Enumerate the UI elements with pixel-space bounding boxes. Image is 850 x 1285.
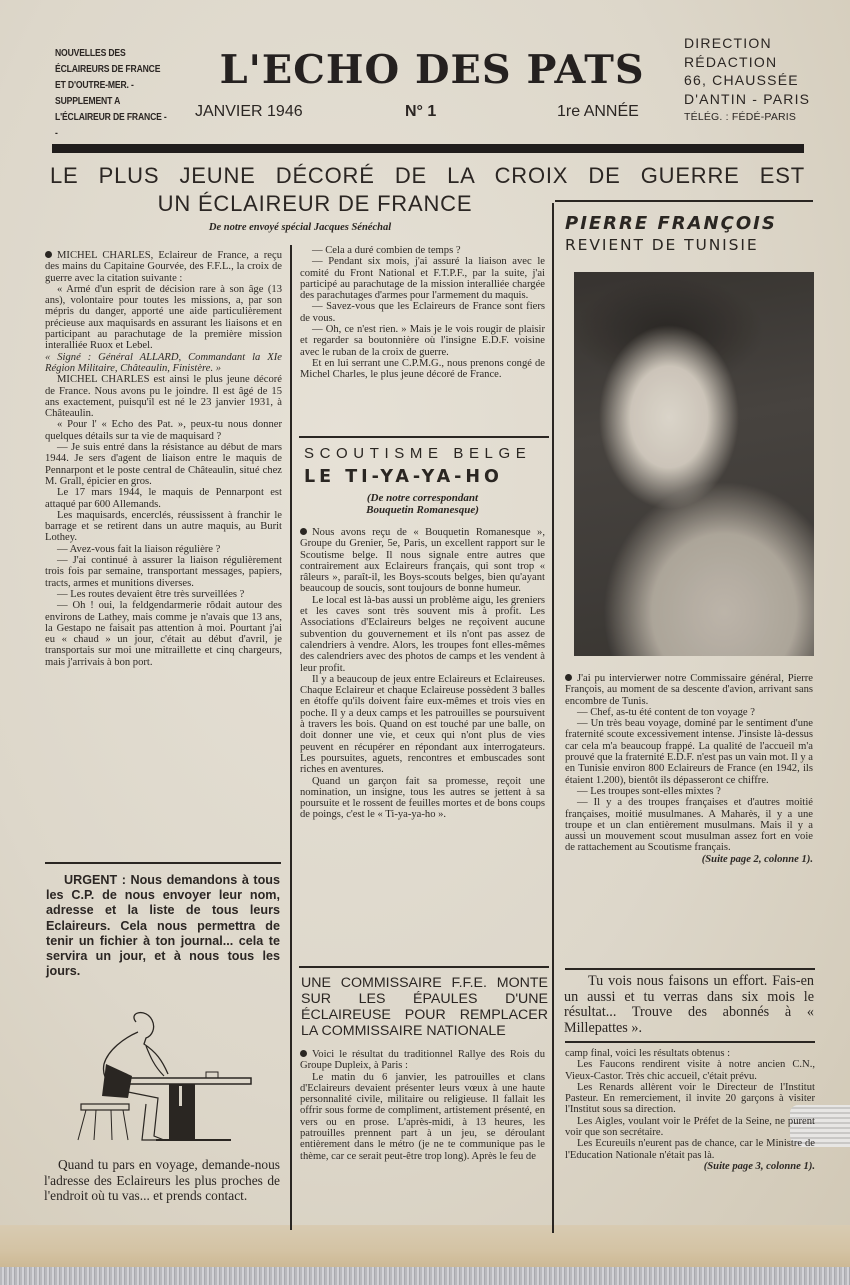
background-fabric [0,1267,850,1285]
subscription-promo [564,974,814,1036]
main-headline [50,162,810,218]
urgent-notice [46,873,280,979]
column-divider [290,245,292,1230]
paragraph: Voici le résultat du traditionnel Rallye des Rois du Groupe Dupleix, à Paris : [300,1049,545,1072]
main-article-body [45,250,282,668]
issue-year: 1re ANNÉE [557,103,639,120]
byline-line: (De notre correspondant [366,492,479,504]
issue-number: N° 1 [405,103,437,120]
masthead-rule [52,144,804,153]
paragraph: J'ai pu intervierwer notre Commissaire général, Pierre François, au moment de sa descente d'avion, arrivant sans encombre de Tunis. [565,673,813,707]
paragraph: — Les routes devaient être très surveillées ? [57,588,245,600]
pierre-francois-body [565,673,813,865]
paragraph: Les Ecureuils n'eurent pas de chance, car le Ministre de l'Education Nationale n'était pas là. [565,1138,815,1161]
scoutisme-kicker: SCOUTISME BELGE [304,445,532,462]
newspaper-title: L'ECHO DES PATS [219,47,645,93]
paragraph: — Oh ! oui, la feldgendarmerie rôdait autour des environs de Lathey, mais comme je n'avais que 13 ans, la Gestapo ne faisait pas attention à moi. Pourtant j'ai eu « chaud » un jour, c'était au début d'avril, je transportais sur moi une mitraillette et cinq chargeurs, mais j'arrivais à bon port. [45,600,282,668]
section-divider [299,436,549,438]
paragraph: Les maquisards, encerclés, réussissent à franchir le barrage et se retirent dans un autre maquis, au Burit Lothey. [45,509,282,544]
paragraph: — Cela a duré combien de temps ? [312,245,461,256]
urgent-text: URGENT : Nous demandons à tous les C.P. de nous envoyer leur nom, adresse et la liste de tous leurs Eclaireurs. Cela nous permettra de tenir un fichier à ton journal... cela te servira un jour, et à nous tous les jours. [46,873,280,979]
commissaire-continuation [565,1048,815,1172]
paragraph: Les Aigles, voulant voir le Préfet de la Seine, ne purent voir que son secrétaire. [565,1115,815,1139]
scoutisme-body [300,527,545,821]
paragraph: camp final, voici les résultats obtenus : [565,1048,731,1059]
paragraph: « Signé : Général ALLARD, Commandant la XIe Région Militaire, Châteaulin, Finistère. » [45,351,282,374]
page-bottom-margin [0,1225,850,1267]
pierre-francois-title: PIERRE FRANÇOIS [565,213,777,234]
paragraph: Et en lui serrant une C.P.M.G., nous prenons congé de Michel Charles, le plus jeune décoré de France. [300,357,545,381]
paragraph: — J'ai continué à assurer la liaison régulièrement trois fois par semaine, transportant messages, papiers, tracts, armes et munitions diverses. [45,555,282,589]
column-divider [552,203,554,1233]
paragraph: « Armé d'un esprit de décision rare à son âge (13 ans), volontaire pour toutes les missions, a, par son mépris du danger, apporté une aide particulièrement précieuse aux maquisards en assurant les liaisons et en participant au parachutage de la première mission interalliée Ruox et Lebel. [45,283,282,352]
issue-date: JANVIER 1946 [195,103,303,120]
paragraph: Le matin du 6 janvier, les patrouilles et clans d'Eclaireurs devaient présenter leurs vœux à une haute personnalité civile, militaire ou religieuse. Il fallait les offrir sous forme de compliment, artistement présenté, en vers ou en prose. L'après-midi, à 13 heures, les patrouilles prennent part à un jeu, se déroulant entièrement dans le métro (je ne te communique pas le thème, car ce serait peut-être trop long). Après le feu de [300,1071,545,1162]
paragraph: MICHEL CHARLES est ainsi le plus jeune décoré de France. Nous avons pu le joindre. Il est âgé de 15 ans exactement, puisqu'il est né le 23 janvier 1931, à Châteaulin. [45,374,282,420]
continuation-note: (Suite page 2, colonne 1). [701,853,813,865]
section-divider [565,968,815,970]
paragraph: — Oh, ce n'est rien. » Mais je le vois rougir de plaisir et regarder sa boutonnière où l'insigne E.D.F. voisine avec le ruban de la croix de guerre. [300,324,545,358]
address-line: RÉDACTION [684,53,778,70]
portrait-photo [574,272,814,656]
section-divider [555,200,813,202]
paragraph: — Un très beau voyage, dominé par le sentiment d'une fraternité scoute excessivement intense. J'insiste là-dessus car cela m'a beaucoup frappé. La qualité de l'accueil m'a prouvé que la fraternité E.D.F. n'est pas un vain mot. Il y a en Tunisie environ 800 Eclaireurs de France (en 1942, ils étaient 1.200), bientôt ils dépasseront ce chiffre. [565,718,813,786]
commissaire-headline: UNE COMMISSAIRE F.F.E. MONTE SUR LES ÉPAULES D'UNE ÉCLAIREUSE POUR REMPLACER LA COMMISSAIRE NATIONALE [301,975,548,1039]
headline-line-1: LE PLUS JEUNE DÉCORÉ DE LA CROIX DE GUERRE EST [50,163,805,188]
masthead-tagline: NOUVELLES DES ÉCLAIREURS DE FRANCE ET D'OUTRE-MER. - SUPPLEMENT A L'ÉCLAIREUR DE FRANCE - - [55,47,167,139]
masthead-address [684,34,814,127]
column-divider [45,862,281,864]
paragraph: Nous avons reçu de « Bouquetin Romanesque », Groupe du Grenier, 5e, Paris, un excellent rapport sur le Scoutisme belge. Il nous signale entre autres que contrairement aux Eclaireurs français, qui sont trop « râleurs », paraît-il, les Boys-scouts belges, bien qu'ayant beaucoup de soucis, sont toujours de bonne humeur. [300,527,545,595]
paragraph: Le 17 mars 1944, le maquis de Pennarpont est attaqué par 600 Allemands. [45,487,282,510]
address-line: 66, CHAUSSÉE [684,72,799,88]
address-line: D'ANTIN - PARIS [684,90,811,107]
promo-text: Tu vois nous faisons un effort. Fais-en un aussi et tu verras dans six mois le résultat... Trouve des abonnés à « Millepattes ». [564,973,814,1036]
pierre-francois-subtitle: REVIENT DE TUNISIE [565,236,759,254]
paragraph: MICHEL CHARLES, Eclaireur de France, a reçu des mains du Capitaine Gourvée, des F.F.L., la croix de guerre avec la citation suivante : [45,250,282,284]
commissaire-body [300,1049,545,1162]
paragraph: Il y a beaucoup de jeux entre Eclaireurs et Eclaireuses. Chaque Eclaireur et chaque Eclaireuse possèdent 3 balles en étoffe qu'ils doivent faire eux-mêmes et trois vies en poche. Il y a deux camps et les patrouilles se poursuivent à travers les bois. Quand on est touché par une balle, on doit donner une vie, et ceux qui n'ont plus de vies peuvent en récupérer en répondant aux interrogateurs. Les poursuites, aguets, rencontres et embuscades sont riches en aventures. [300,673,545,776]
travel-notice [44,1157,280,1204]
paragraph: Les Faucons rendirent visite à notre ancien C.N., Vieux-Castor. Très chic accueil, c'était prévu. [565,1059,815,1082]
paragraph: — Je suis entré dans la résistance au début de mars 1944. Je sers d'agent de liaison entre le maquis de Pennarpont et le poste central de Châteaulin, situé chez M. Grall, épicier en gros. [45,442,282,487]
paragraph: — Savez-vous que les Eclaireurs de France sont fiers de vous. [300,301,545,324]
paragraph: — Les troupes sont-elles mixtes ? [577,785,721,797]
address-line: DIRECTION [684,35,772,51]
paragraph: — Chef, as-tu été content de ton voyage ? [577,706,755,718]
paragraph: — Avez-vous fait la liaison régulière ? [57,543,221,555]
scoutisme-title: LE TI-YA-YA-HO [304,467,503,487]
continuation-note: (Suite page 3, colonne 1). [703,1160,815,1172]
paragraph: — Pendant six mois, j'ai assuré la liaison avec le comité du Front National et F.T.P.F., par la suite, j'ai participé au parachutage de la mission interalliée chargée des parachutages d'armes pour l'armement du maquis. [300,256,545,302]
paragraph: « Pour l' « Echo des Pat. », peux-tu nous donner quelques détails sur ta vie de maquisard ? [45,419,282,442]
paragraph: Quand un garçon fait sa promesse, reçoit une nomination, un insigne, tous les autres se jettent à sa poursuite et le rossent de feuilles mortes et de bons coups de poings, c'est le « Ti-ya-ya-ho ». [300,775,545,821]
section-divider [565,1041,815,1043]
telegraph-address: TÉLÉG. : FÉDÉ-PARIS [684,111,797,123]
scoutisme-byline [300,493,545,516]
section-divider [299,966,549,968]
scout-writing-illustration [66,1000,256,1148]
byline-line: Bouquetin Romanesque) [366,503,479,516]
paragraph: — Il y a des troupes françaises et d'autres moitié françaises, moitié musulmanes. A Maharès, il y a une troupe et un clan entièrement musulmans. Mais il y a aussi un mouvement scout musulman assez fort en voie de rattachement au Scoutisme français. [565,797,813,854]
headline-line-2: UN ÉCLAIREUR DE FRANCE [157,191,473,216]
main-article-continuation [300,245,545,381]
paragraph: Le local est là-bas aussi un problème aigu, les greniers et les caves sont très souvent mis à profit. Les Associations d'Eclaireurs belges ne reçoivent aucune subvention du gouvernement et ils n'ont pas assez de calendriers à vendre. Alors, les troupes font elles-mêmes des calendriers avec des photos de camps et les vendent à leur profit. [300,594,545,674]
main-byline: De notre envoyé spécial Jacques Sénéchal [208,222,392,233]
paragraph: Les Renards allèrent voir le Directeur de l'Institut Pasteur. En remerciement, il invite 20 garçons à visiter l'Institut sous sa direction. [565,1081,815,1116]
travel-text: Quand tu pars en voyage, demande-nous l'adresse des Eclaireurs les plus proches de l'endroit où tu vas... et prends contact. [44,1157,280,1203]
